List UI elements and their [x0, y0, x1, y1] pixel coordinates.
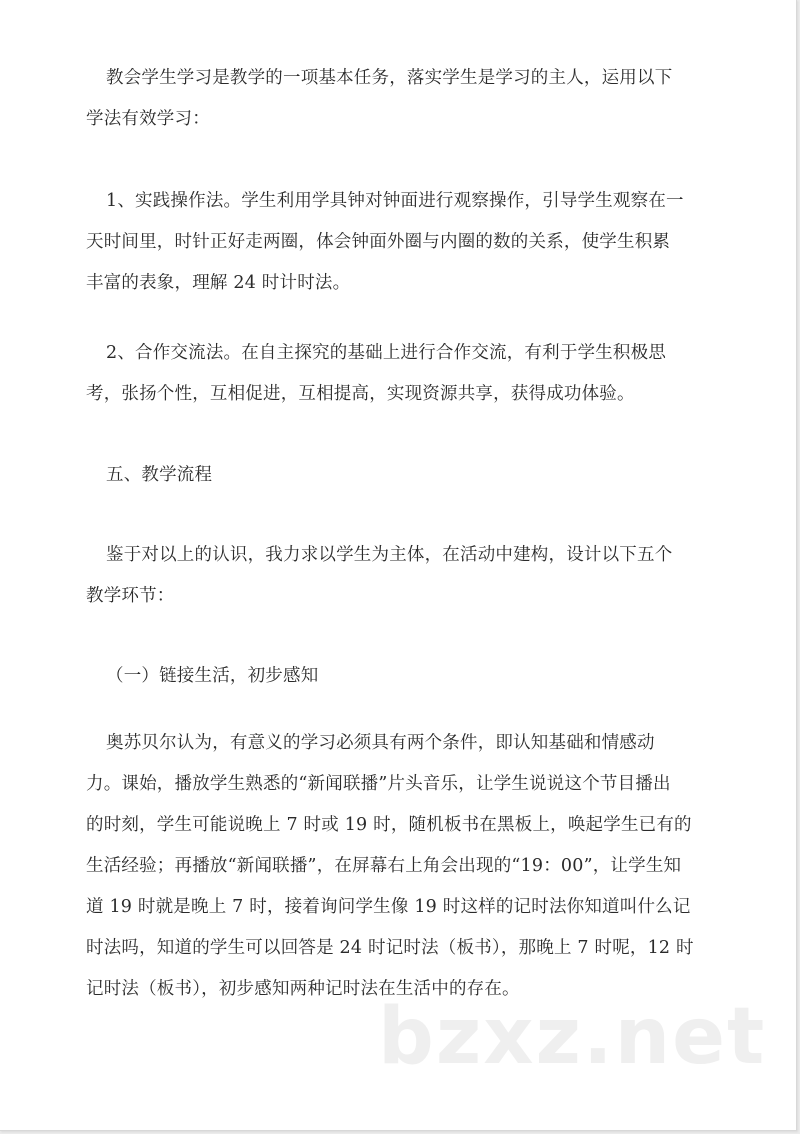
text-line: 考，张扬个性，互相促进，互相提高，实现资源共享，获得成功体验。 [86, 384, 635, 404]
text-line: 学法有效学习： [86, 109, 210, 129]
text-line: 的时刻，学生可能说晚上 7 时或 19 时，随机板书在黑板上，唤起学生已有的 [86, 815, 692, 835]
subsection-heading-link-life [86, 656, 726, 697]
watermark: bzxz.net [378, 992, 767, 1082]
text-line: 1、实践操作法。学生利用学具钟对钟面进行观察操作，引导学生观察在一 [106, 191, 684, 211]
heading-text: （一）链接生活，初步感知 [106, 666, 319, 686]
text-line: 力。课始，播放学生熟悉的“新闻联播”片头音乐，让学生说说这个节目播出 [86, 774, 671, 794]
text-line: 记时法（板书），初步感知两种记时法在生活中的存在。 [86, 979, 520, 999]
text-line: 教学环节： [86, 586, 175, 606]
paragraph-intro [86, 58, 726, 140]
paragraph-process-intro [86, 535, 726, 617]
paragraph-cooperation-method [86, 333, 726, 415]
text-line: 道 19 时就是晚上 7 时，接着询问学生像 19 时这样的记时法你知道叫什么记 [86, 897, 691, 917]
text-line: 教会学生学习是教学的一项基本任务，落实学生是学习的主人，运用以下 [106, 68, 673, 88]
paragraph-ausubel [86, 723, 726, 1010]
paragraph-practice-method [86, 181, 726, 304]
section-heading-teaching-process [86, 455, 726, 496]
text-line: 天时间里，时针正好走两圈，体会钟面外圈与内圈的数的关系，使学生积累 [86, 232, 671, 252]
text-line: 丰富的表象，理解 24 时计时法。 [86, 273, 351, 293]
heading-text: 五、教学流程 [106, 465, 213, 485]
text-line: 生活经验；再播放“新闻联播”，在屏幕右上角会出现的“19：00”，让学生知 [86, 856, 682, 876]
text-line: 鉴于对以上的认识，我力求以学生为主体，在活动中建构，设计以下五个 [106, 545, 673, 565]
text-line: 2、合作交流法。在自主探究的基础上进行合作交流，有利于学生积极思 [106, 343, 667, 363]
text-line: 时法吗，知道的学生可以回答是 24 时记时法（板书），那晚上 7 时呢，12 时 [86, 938, 694, 958]
text-line: 奥苏贝尔认为，有意义的学习必须具有两个条件，即认知基础和情感动 [106, 733, 655, 753]
